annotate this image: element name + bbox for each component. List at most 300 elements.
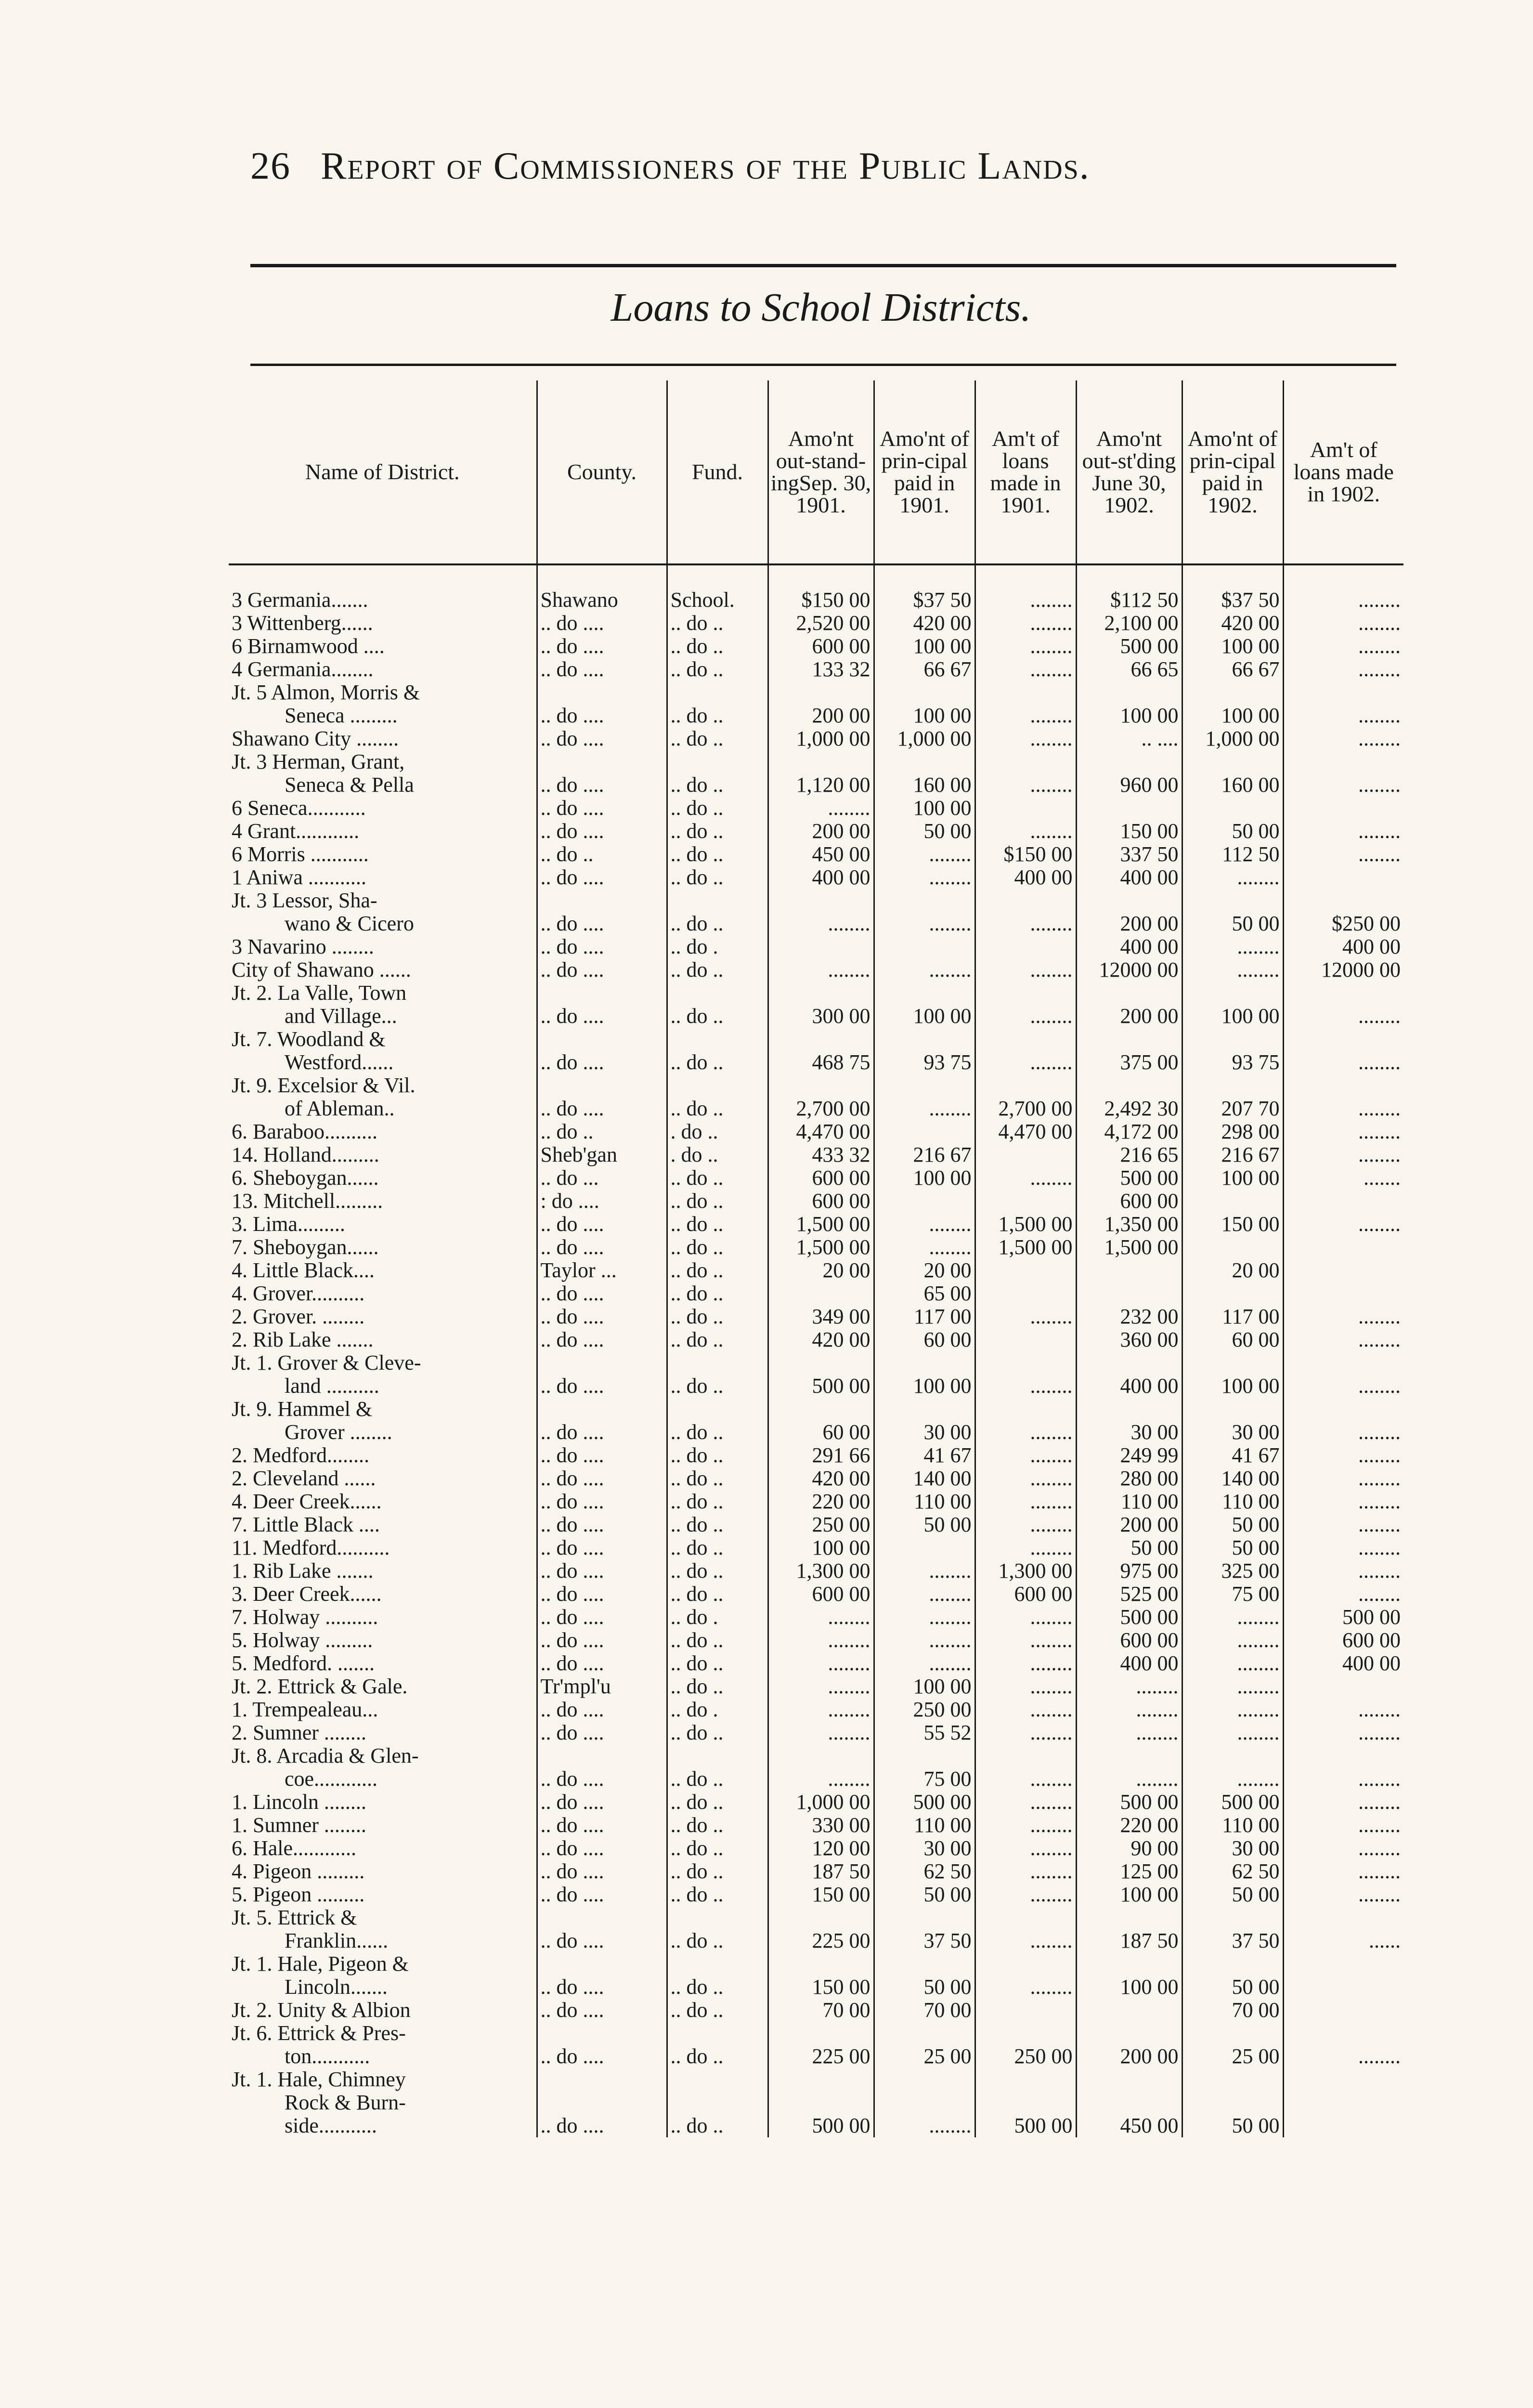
amount-cell: 187 50	[768, 1860, 874, 1883]
amount-cell: 50 00	[1182, 1513, 1283, 1536]
header-rule	[250, 264, 1396, 267]
amount-cell: 600 00	[1076, 1629, 1182, 1652]
amount-cell: 100 00	[874, 982, 975, 1028]
amount-cell: 41 67	[1182, 1444, 1283, 1467]
district-name	[229, 1259, 537, 1282]
amount-cell: ........	[1283, 1305, 1403, 1328]
district-name	[229, 1999, 537, 2022]
column-header: County.	[537, 380, 667, 564]
amount-cell: $150 00	[768, 564, 874, 612]
table-row	[229, 1860, 1403, 1883]
amount-cell: 100 00	[874, 681, 975, 727]
district-name-line: Jt. 9. Excelsior & Vil.	[232, 1074, 416, 1097]
amount-cell: ........	[975, 1467, 1076, 1490]
district-name-line: 1 Aniwa ...........	[232, 866, 366, 889]
table-row	[229, 1814, 1403, 1837]
amount-cell: 30 00	[1076, 1398, 1182, 1444]
amount-cell: 12000 00	[1283, 958, 1403, 982]
district-name	[229, 1398, 537, 1444]
district-name-line: Jt. 7. Woodland &	[232, 1028, 386, 1051]
fund-cell: .. do ..	[667, 1513, 768, 1536]
header-row	[229, 380, 1403, 564]
amount-cell: ........	[975, 1444, 1076, 1467]
amount-cell: 50 00	[874, 1883, 975, 1906]
amount-cell: ........	[1283, 1513, 1403, 1536]
amount-cell: 110 00	[874, 1490, 975, 1513]
amount-cell	[1283, 1675, 1403, 1698]
district-name-line: 5. Pigeon .........	[232, 1883, 365, 1906]
column-header: Fund.	[667, 380, 768, 564]
amount-cell: 450 00	[1076, 2068, 1182, 2137]
district-name	[229, 1606, 537, 1629]
amount-cell	[874, 1120, 975, 1143]
table-row	[229, 612, 1403, 635]
amount-cell: ........	[1283, 1467, 1403, 1490]
amount-cell: ........	[768, 1629, 874, 1652]
amount-cell: 12000 00	[1076, 958, 1182, 982]
county-cell: .. do ....	[537, 889, 667, 935]
amount-cell: 25 00	[1182, 2022, 1283, 2068]
amount-cell: 65 00	[874, 1282, 975, 1305]
amount-cell: ........	[874, 1629, 975, 1652]
table-row	[229, 1490, 1403, 1513]
amount-cell: 216 67	[874, 1143, 975, 1166]
table-row	[229, 1120, 1403, 1143]
amount-cell: 960 00	[1076, 750, 1182, 797]
table-row	[229, 1444, 1403, 1467]
amount-cell: ........	[1182, 1606, 1283, 1629]
amount-cell: 133 32	[768, 658, 874, 681]
amount-cell: $37 50	[1182, 564, 1283, 612]
district-name-line: 4 Germania........	[232, 658, 374, 681]
county-cell: .. do ....	[537, 1074, 667, 1120]
district-name	[229, 1282, 537, 1305]
district-name-line: Jt. 3 Lessor, Sha-	[232, 889, 377, 912]
amount-cell: 100 00	[874, 1675, 975, 1698]
amount-cell: ........	[975, 1952, 1076, 1999]
amount-cell: 360 00	[1076, 1328, 1182, 1351]
amount-cell: 330 00	[768, 1814, 874, 1837]
table-row	[229, 1999, 1403, 2022]
amount-cell: 1,350 00	[1076, 1213, 1182, 1236]
district-name-line: Jt. 1. Hale, Chimney	[232, 2068, 406, 2091]
amount-cell	[975, 1999, 1076, 2022]
amount-cell: ........	[1182, 1698, 1283, 1721]
amount-cell: ........	[874, 2068, 975, 2137]
fund-cell: .. do ..	[667, 982, 768, 1028]
amount-cell: 150 00	[768, 1883, 874, 1906]
amount-cell: 600 00	[768, 1190, 874, 1213]
county-cell: .. do ....	[537, 1490, 667, 1513]
district-name	[229, 1143, 537, 1166]
district-name-line: 2. Sumner ........	[232, 1721, 366, 1744]
amount-cell: 250 00	[768, 1513, 874, 1536]
page-number: 26	[250, 145, 291, 187]
amount-cell: 500 00	[768, 2068, 874, 2137]
district-name-line: 3 Germania.......	[232, 588, 368, 612]
district-name	[229, 1490, 537, 1513]
county-cell: .. do ....	[537, 2022, 667, 2068]
district-name	[229, 1559, 537, 1583]
amount-cell: 2,700 00	[768, 1074, 874, 1120]
district-name	[229, 1536, 537, 1559]
amount-cell: ........	[1283, 1860, 1403, 1883]
amount-cell: 400 00	[1076, 866, 1182, 889]
amount-cell: 500 00	[1182, 1791, 1283, 1814]
amount-cell: 600 00	[1076, 1190, 1182, 1213]
district-name-line: Jt. 5. Ettrick &	[232, 1906, 357, 1929]
amount-cell: ........	[768, 889, 874, 935]
district-name	[229, 1791, 537, 1814]
fund-cell: .. do .	[667, 1698, 768, 1721]
amount-cell: 400 00	[1283, 935, 1403, 958]
district-name-line: 1. Rib Lake .......	[232, 1559, 374, 1583]
column-header: Amo'nt of prin-cipal paid in 1901.	[874, 380, 975, 564]
amount-cell	[1182, 1190, 1283, 1213]
fund-cell: .. do ..	[667, 1999, 768, 2022]
county-cell: .. do ..	[537, 1120, 667, 1143]
district-name	[229, 2022, 537, 2068]
amount-cell: 100 00	[1076, 1883, 1182, 1906]
fund-cell: .. do ..	[667, 2068, 768, 2137]
district-name	[229, 635, 537, 658]
district-name-line: Grover ........	[285, 1420, 392, 1444]
amount-cell	[768, 935, 874, 958]
district-name-line: Jt. 2. Ettrick & Gale.	[232, 1675, 408, 1698]
amount-cell: 70 00	[874, 1999, 975, 2022]
district-name	[229, 1120, 537, 1143]
amount-cell: 1,000 00	[1182, 727, 1283, 750]
amount-cell: 600 00	[1283, 1629, 1403, 1652]
amount-cell: 207 70	[1182, 1074, 1283, 1120]
county-cell: .. do ....	[537, 1883, 667, 1906]
district-name	[229, 1213, 537, 1236]
amount-cell: 1,120 00	[768, 750, 874, 797]
county-cell: .. do ....	[537, 1698, 667, 1721]
district-name-line: Rock & Burn-	[285, 2091, 406, 2114]
loans-table	[229, 380, 1403, 2137]
table-row	[229, 1606, 1403, 1629]
district-name-line: 5. Medford. .......	[232, 1652, 375, 1675]
amount-cell: 433 32	[768, 1143, 874, 1166]
district-name-line: Jt. 1. Grover & Cleve-	[232, 1351, 421, 1374]
amount-cell: 325 00	[1182, 1559, 1283, 1583]
amount-cell: 500 00	[975, 2068, 1076, 2137]
amount-cell: ........	[1283, 1791, 1403, 1814]
district-name-line: 1. Lincoln ........	[232, 1791, 366, 1814]
table-row	[229, 1675, 1403, 1698]
district-name-line: Jt. 9. Hammel &	[232, 1398, 373, 1421]
amount-cell: 100 00	[1182, 635, 1283, 658]
amount-cell: $250 00	[1283, 889, 1403, 935]
amount-cell: 100 00	[1182, 681, 1283, 727]
amount-cell: 400 00	[1076, 1351, 1182, 1398]
amount-cell: ........	[975, 1398, 1076, 1444]
amount-cell: 60 00	[768, 1398, 874, 1444]
amount-cell: 291 66	[768, 1444, 874, 1467]
amount-cell: 70 00	[768, 1999, 874, 2022]
amount-cell: 150 00	[1076, 820, 1182, 843]
amount-cell: 110 00	[874, 1814, 975, 1837]
district-name	[229, 1513, 537, 1536]
amount-cell: ........	[768, 797, 874, 820]
amount-cell	[1182, 797, 1283, 820]
county-cell: .. do ....	[537, 958, 667, 982]
amount-cell: ........	[1283, 1837, 1403, 1860]
amount-cell: 1,500 00	[1076, 1236, 1182, 1259]
amount-cell: ........	[1283, 1536, 1403, 1559]
page-header	[250, 144, 1358, 188]
amount-cell: ........	[1283, 635, 1403, 658]
fund-cell: .. do ..	[667, 1860, 768, 1883]
county-cell: Taylor ...	[537, 1259, 667, 1282]
table-row	[229, 1698, 1403, 1721]
county-cell: .. do ....	[537, 1351, 667, 1398]
table-row	[229, 658, 1403, 681]
amount-cell: ........	[874, 958, 975, 982]
amount-cell: ........	[975, 1814, 1076, 1837]
table-row	[229, 1883, 1403, 1906]
amount-cell: ........	[975, 1721, 1076, 1744]
amount-cell	[1182, 1236, 1283, 1259]
amount-cell: ........	[1283, 1744, 1403, 1791]
district-name-line: Seneca .........	[285, 704, 398, 727]
amount-cell: ........	[1283, 1559, 1403, 1583]
county-cell: .. do ....	[537, 750, 667, 797]
amount-cell: 220 00	[1076, 1814, 1182, 1837]
fund-cell: .. do ..	[667, 1398, 768, 1444]
amount-cell: ........	[874, 1559, 975, 1583]
amount-cell: ........	[1283, 564, 1403, 612]
amount-cell: 400 00	[975, 866, 1076, 889]
amount-cell: 400 00	[768, 866, 874, 889]
amount-cell: 1,000 00	[768, 1791, 874, 1814]
fund-cell: .. do ..	[667, 1721, 768, 1744]
table-row	[229, 889, 1403, 935]
table-row	[229, 1629, 1403, 1652]
amount-cell: ........	[975, 1652, 1076, 1675]
amount-cell: 55 52	[874, 1721, 975, 1744]
amount-cell: 100 00	[768, 1536, 874, 1559]
district-name	[229, 1652, 537, 1675]
amount-cell: ........	[975, 958, 1076, 982]
district-name-line: 4 Grant............	[232, 820, 360, 843]
amount-cell: ........	[975, 889, 1076, 935]
amount-cell: ........	[975, 1744, 1076, 1791]
amount-cell: ........	[1283, 1490, 1403, 1513]
district-name-line: Westford......	[285, 1050, 394, 1074]
district-name-line: Jt. 6. Ettrick & Pres-	[232, 2022, 406, 2045]
district-name-line: 6. Sheboygan......	[232, 1166, 379, 1190]
amount-cell: 2,700 00	[975, 1074, 1076, 1120]
district-name-line: 6. Hale............	[232, 1837, 357, 1860]
fund-cell: .. do ..	[667, 1351, 768, 1398]
amount-cell: ........	[975, 635, 1076, 658]
amount-cell: 1,000 00	[768, 727, 874, 750]
amount-cell: .. ....	[1076, 727, 1182, 750]
amount-cell: 50 00	[1182, 1952, 1283, 1999]
amount-cell: ........	[1283, 1074, 1403, 1120]
amount-cell: 200 00	[1076, 2022, 1182, 2068]
district-name-line: Jt. 3 Herman, Grant,	[232, 750, 405, 773]
district-name-line: 4. Little Black....	[232, 1259, 375, 1282]
amount-cell: 50 00	[874, 1513, 975, 1536]
amount-cell: ........	[874, 1606, 975, 1629]
district-name-line: 6 Birnamwood ....	[232, 635, 385, 658]
table-row	[229, 1513, 1403, 1536]
county-cell: Shawano	[537, 564, 667, 612]
amount-cell: 200 00	[768, 681, 874, 727]
table-row	[229, 866, 1403, 889]
amount-cell: 225 00	[768, 1906, 874, 1952]
fund-cell: .. do ..	[667, 1814, 768, 1837]
amount-cell: 349 00	[768, 1305, 874, 1328]
amount-cell: 216 67	[1182, 1143, 1283, 1166]
fund-cell: .. do .	[667, 1606, 768, 1629]
district-name	[229, 797, 537, 820]
district-name-line: of Ableman..	[285, 1097, 395, 1120]
amount-cell: ........	[975, 1490, 1076, 1513]
district-name-line: 2. Cleveland ......	[232, 1467, 376, 1490]
county-cell: .. do ....	[537, 1282, 667, 1305]
district-name	[229, 820, 537, 843]
table-row	[229, 843, 1403, 866]
amount-cell: 500 00	[1076, 1791, 1182, 1814]
amount-cell: ........	[975, 1837, 1076, 1860]
amount-cell: 20 00	[874, 1259, 975, 1282]
county-cell: .. do ....	[537, 797, 667, 820]
amount-cell: 30 00	[1182, 1837, 1283, 1860]
county-cell: .. do ....	[537, 1791, 667, 1814]
amount-cell: 1,300 00	[975, 1559, 1076, 1583]
amount-cell: 200 00	[1076, 982, 1182, 1028]
table-row	[229, 1398, 1403, 1444]
amount-cell	[874, 935, 975, 958]
amount-cell	[1283, 797, 1403, 820]
district-name	[229, 935, 537, 958]
district-name	[229, 1583, 537, 1606]
district-name-line: 3. Deer Creek......	[232, 1583, 382, 1606]
fund-cell: .. do ..	[667, 1328, 768, 1351]
county-cell: .. do ....	[537, 1028, 667, 1074]
amount-cell: 600 00	[768, 1166, 874, 1190]
amount-cell: 50 00	[1182, 820, 1283, 843]
district-name	[229, 1814, 537, 1837]
amount-cell	[975, 797, 1076, 820]
district-name-line: City of Shawano ......	[232, 958, 411, 982]
district-name-line: 6 Seneca...........	[232, 797, 366, 820]
amount-cell: ........	[768, 958, 874, 982]
county-cell: .. do ....	[537, 1721, 667, 1744]
fund-cell: .. do ..	[667, 1559, 768, 1583]
county-cell: .. do ....	[537, 2068, 667, 2137]
amount-cell: 93 75	[1182, 1028, 1283, 1074]
amount-cell: 50 00	[874, 1952, 975, 1999]
district-name	[229, 2068, 537, 2137]
amount-cell: 187 50	[1076, 1906, 1182, 1952]
amount-cell: ........	[975, 1883, 1076, 1906]
amount-cell: 4,470 00	[768, 1120, 874, 1143]
amount-cell: ........	[1283, 1351, 1403, 1398]
county-cell: .. do ....	[537, 635, 667, 658]
amount-cell: .......	[1283, 1166, 1403, 1190]
district-name-line: 3. Lima.........	[232, 1213, 345, 1236]
table-row	[229, 1467, 1403, 1490]
amount-cell: 20 00	[1182, 1259, 1283, 1282]
amount-cell: ........	[975, 1606, 1076, 1629]
amount-cell: 160 00	[874, 750, 975, 797]
amount-cell: 337 50	[1076, 843, 1182, 866]
amount-cell: $37 50	[874, 564, 975, 612]
district-name-line: 1. Sumner ........	[232, 1814, 366, 1837]
amount-cell	[1283, 866, 1403, 889]
district-name-line: Seneca & Pella	[285, 773, 414, 797]
column-header: Am't of loans made in 1902.	[1283, 380, 1403, 564]
amount-cell: 400 00	[1076, 935, 1182, 958]
amount-cell: ........	[1283, 750, 1403, 797]
column-header: Amo'nt out-st'ding June 30, 1902.	[1076, 380, 1182, 564]
district-name	[229, 1675, 537, 1698]
amount-cell: 37 50	[1182, 1906, 1283, 1952]
column-header: Amo'nt out-stand-ingSep. 30, 1901.	[768, 380, 874, 564]
table-row	[229, 1143, 1403, 1166]
amount-cell: 200 00	[768, 820, 874, 843]
district-name	[229, 1190, 537, 1213]
amount-cell: 90 00	[1076, 1837, 1182, 1860]
amount-cell: ........	[874, 1074, 975, 1120]
amount-cell: 1,500 00	[975, 1213, 1076, 1236]
amount-cell: 150 00	[768, 1952, 874, 1999]
amount-cell: ........	[1283, 1143, 1403, 1166]
fund-cell: .. do ..	[667, 1490, 768, 1513]
district-name	[229, 1166, 537, 1190]
table-row	[229, 1074, 1403, 1120]
table-row	[229, 1328, 1403, 1351]
fund-cell: . do ..	[667, 1143, 768, 1166]
county-cell: .. do ....	[537, 1444, 667, 1467]
table-row	[229, 1559, 1403, 1583]
amount-cell: 500 00	[1076, 635, 1182, 658]
amount-cell: ........	[1076, 1744, 1182, 1791]
fund-cell: .. do ..	[667, 1166, 768, 1190]
amount-cell: ........	[1182, 1744, 1283, 1791]
district-name-line: 3 Navarino ........	[232, 935, 374, 958]
amount-cell	[975, 1143, 1076, 1166]
amount-cell: 140 00	[1182, 1467, 1283, 1490]
amount-cell: 220 00	[768, 1490, 874, 1513]
district-name	[229, 958, 537, 982]
amount-cell: ........	[1182, 1721, 1283, 1744]
amount-cell: 420 00	[768, 1328, 874, 1351]
amount-cell: ........	[1283, 1120, 1403, 1143]
amount-cell: ........	[1283, 1583, 1403, 1606]
amount-cell: 1,000 00	[874, 727, 975, 750]
amount-cell: 500 00	[1076, 1606, 1182, 1629]
amount-cell: 468 75	[768, 1028, 874, 1074]
county-cell: .. do ....	[537, 1860, 667, 1883]
fund-cell: .. do ..	[667, 1652, 768, 1675]
district-name-line: 3 Wittenberg......	[232, 612, 373, 635]
amount-cell: ........	[1283, 681, 1403, 727]
amount-cell: ........	[1182, 1629, 1283, 1652]
amount-cell: ........	[768, 1744, 874, 1791]
district-name	[229, 564, 537, 612]
county-cell: .. do ....	[537, 1398, 667, 1444]
district-name-line: 6. Baraboo..........	[232, 1120, 378, 1143]
fund-cell: .. do ..	[667, 612, 768, 635]
amount-cell: 400 00	[1076, 1652, 1182, 1675]
amount-cell: 525 00	[1076, 1583, 1182, 1606]
